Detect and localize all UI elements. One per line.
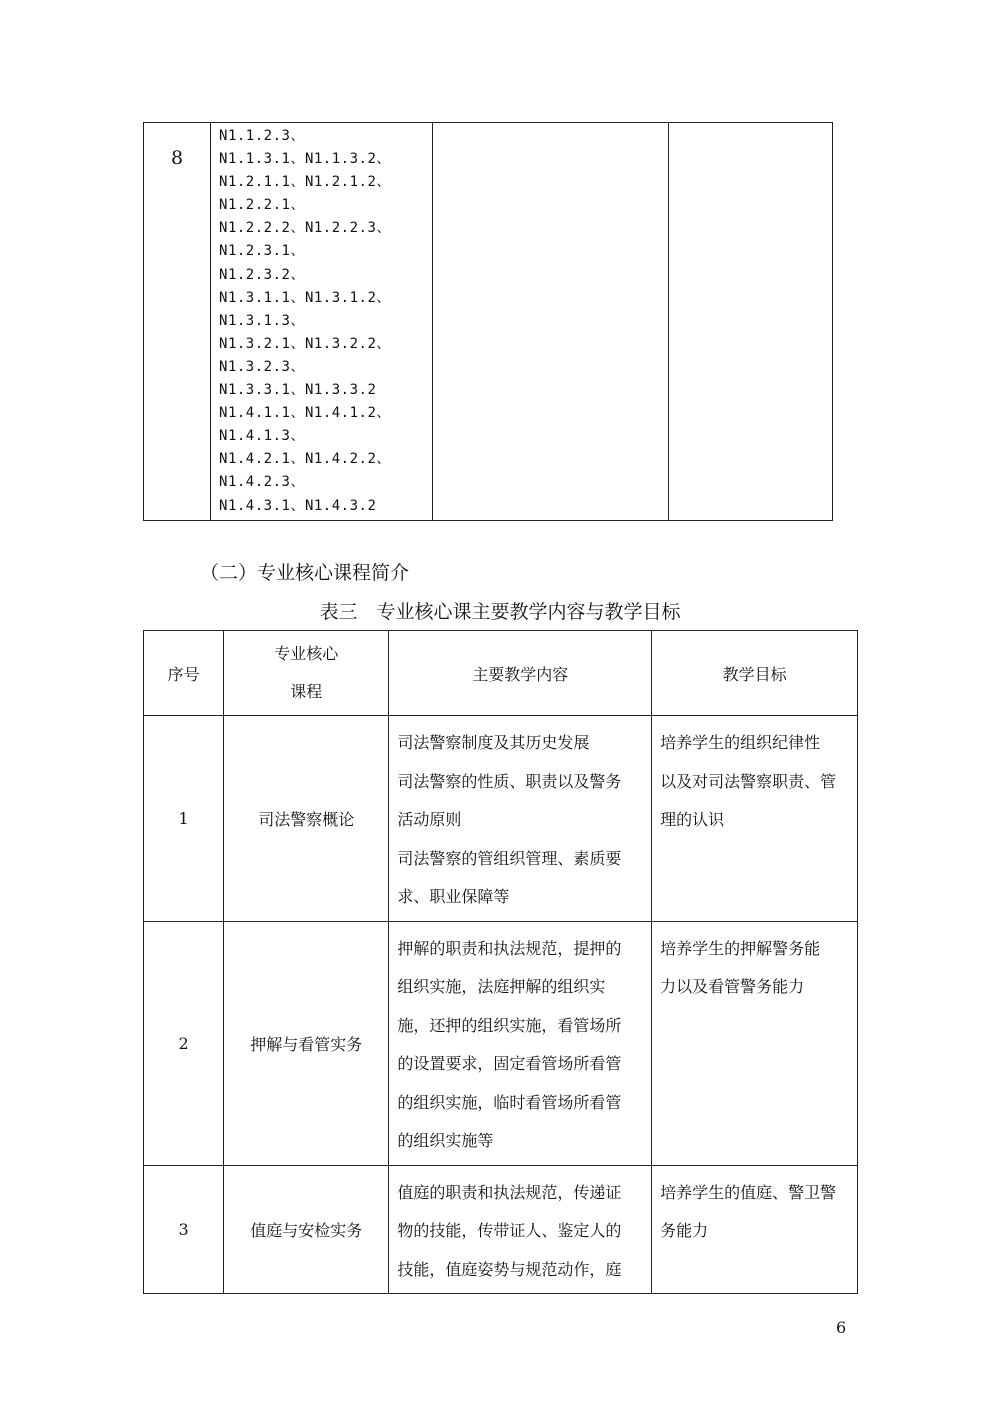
code-line: N1.2.2.2、N1.2.2.3、 — [219, 220, 391, 237]
row-number: 8 — [170, 147, 184, 169]
goal-cell — [652, 921, 858, 1165]
header-course-line2: 课程 — [290, 682, 323, 701]
code-line: N1.2.3.2、 — [219, 266, 305, 283]
code-line: N1.1.3.1、N1.1.3.2、 — [219, 151, 391, 168]
content-line: 司法警察制度及其历史发展 — [397, 733, 590, 752]
course-cell: 值庭与安检实务 — [224, 1165, 389, 1294]
content-line: 技能，值庭姿势与规范动作，庭 — [397, 1259, 622, 1279]
goal-line: 培养学生的值庭、警卫警 — [660, 1182, 837, 1202]
header-goal-label: 教学目标 — [722, 664, 787, 684]
header-seq — [144, 631, 224, 716]
code-line: N1.4.3.1、N1.4.3.2 — [219, 497, 377, 514]
header-content-label: 主要教学内容 — [472, 664, 569, 684]
table-row — [144, 716, 858, 922]
table-caption: 表三 专业核心课主要教学内容与教学目标 — [319, 601, 681, 623]
goal-line: 培养学生的押解警务能 — [660, 938, 821, 958]
content-line: 的组织实施等 — [397, 1131, 494, 1150]
core-course-table — [143, 630, 858, 1294]
header-course — [224, 631, 389, 716]
table-row — [144, 1165, 858, 1294]
page-number: 6 — [836, 1318, 847, 1337]
code-line: N1.4.1.3、 — [219, 428, 305, 445]
continuation-table — [143, 122, 833, 521]
header-seq-label: 序号 — [167, 664, 200, 684]
content-line: 求、职业保障等 — [397, 887, 510, 906]
content-cell — [389, 1165, 652, 1294]
seq-cell: 3 — [144, 1165, 224, 1294]
section-heading: （二）专业核心课程简介 — [200, 562, 410, 584]
goal-cell — [652, 1165, 858, 1294]
content-cell — [389, 716, 652, 922]
course-cell: 押解与看管实务 — [224, 921, 389, 1165]
empty-cell — [433, 123, 669, 521]
content-line: 押解的职责和执法规范，提押的 — [397, 938, 622, 958]
code-line: N1.1.2.3、 — [219, 128, 305, 144]
code-line: N1.4.2.1、N1.4.2.2、 — [219, 451, 391, 468]
goal-line: 以及对司法警察职责、管 — [660, 771, 837, 791]
content-line: 施，还押的组织实施，看管场所 — [397, 1015, 622, 1035]
header-course-line1: 专业核心 — [274, 644, 339, 663]
goal-line: 务能力 — [660, 1221, 709, 1240]
code-line: N1.3.3.1、N1.3.3.2 — [219, 382, 377, 399]
row-number-cell — [144, 123, 211, 521]
code-line: N1.3.2.3、 — [219, 358, 305, 375]
header-goal — [652, 631, 858, 716]
goal-line: 理的认识 — [660, 810, 725, 829]
table-row — [144, 123, 833, 521]
code-line: N1.4.1.1、N1.4.1.2、 — [219, 405, 391, 422]
content-line: 值庭的职责和执法规范，传递证 — [397, 1182, 622, 1202]
table-row — [144, 921, 858, 1165]
code-list-cell — [211, 123, 433, 521]
code-line: N1.2.2.1、 — [219, 197, 305, 214]
content-line: 的组织实施，临时看管场所看管 — [397, 1092, 622, 1112]
content-line: 的设置要求，固定看管场所看管 — [397, 1054, 622, 1073]
goal-cell — [652, 716, 858, 922]
goal-line: 力以及看管警务能力 — [660, 977, 805, 996]
header-row — [144, 631, 858, 716]
seq-cell: 1 — [144, 716, 224, 922]
content-line: 司法警察的管组织管理、素质要 — [397, 848, 622, 868]
seq-cell: 2 — [144, 921, 224, 1165]
header-content — [389, 631, 652, 716]
content-line: 活动原则 — [397, 810, 462, 829]
code-line: N1.3.1.3、 — [219, 312, 305, 329]
code-line: N1.2.3.1、 — [219, 243, 305, 260]
empty-cell — [668, 123, 832, 521]
content-cell — [389, 921, 652, 1165]
code-line: N1.4.2.3、 — [219, 474, 305, 491]
goal-line: 培养学生的组织纪律性 — [660, 733, 821, 752]
content-line: 物的技能，传带证人、鉴定人的 — [397, 1221, 622, 1240]
course-cell: 司法警察概论 — [224, 716, 389, 922]
content-line: 司法警察的性质、职责以及警务 — [397, 771, 622, 791]
code-line: N1.3.1.1、N1.3.1.2、 — [219, 289, 391, 306]
code-line: N1.3.2.1、N1.3.2.2、 — [219, 335, 391, 352]
code-line: N1.2.1.1、N1.2.1.2、 — [219, 174, 391, 191]
content-line: 组织实施，法庭押解的组织实 — [397, 977, 606, 996]
